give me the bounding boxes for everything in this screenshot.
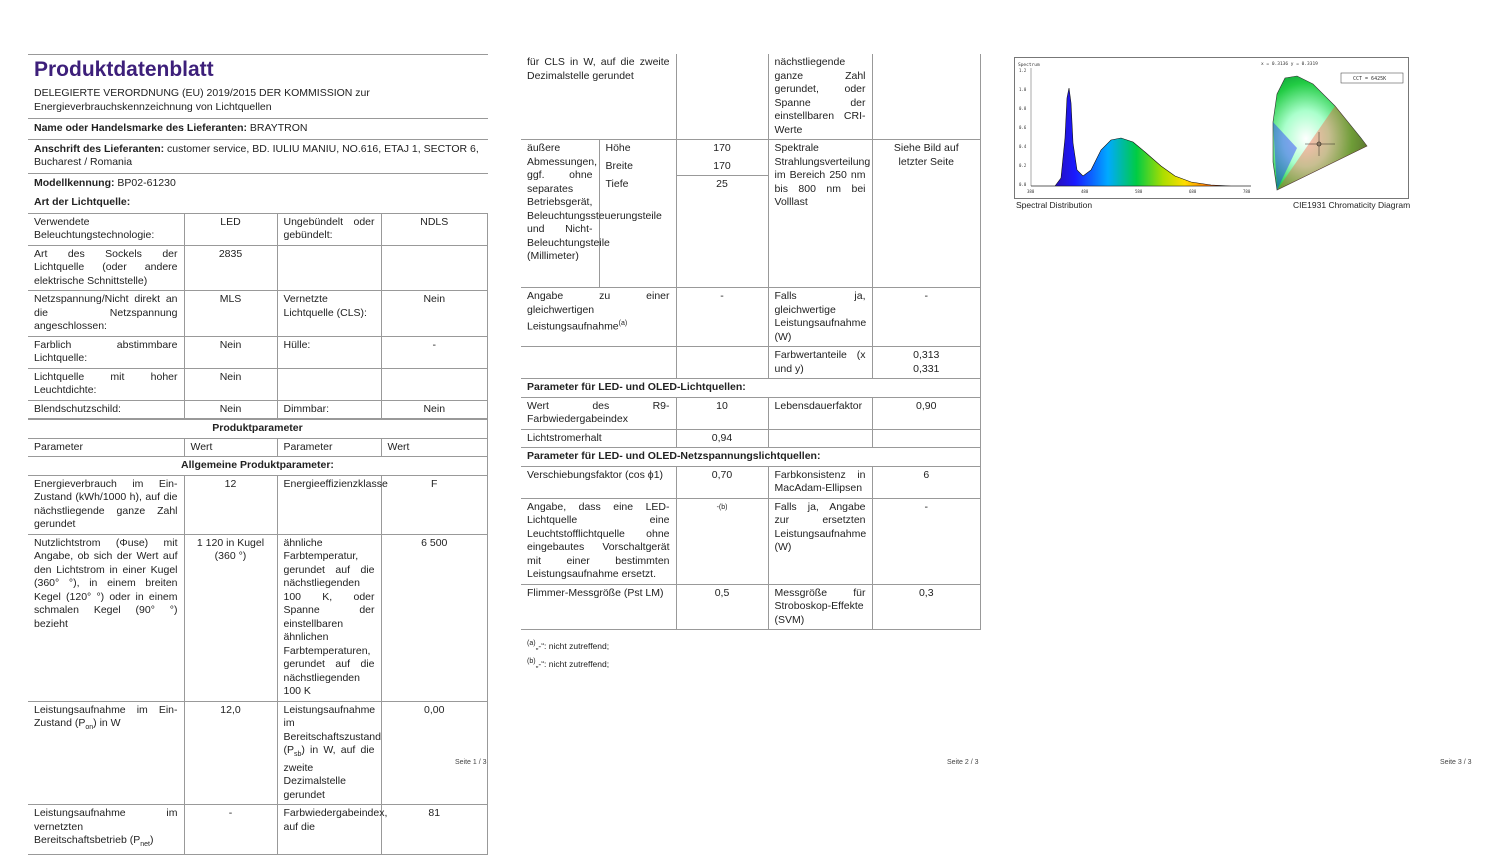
parameter-value: 0,5	[676, 584, 768, 630]
table-row	[28, 400, 488, 419]
parameter-value: 12,0	[184, 701, 277, 805]
y-tick-label: 1.0	[1019, 87, 1027, 92]
parameter-value: -	[872, 288, 980, 347]
section-mains-parameters: Parameter für LED- und OLED-Netzspannungslichtquellen:	[521, 448, 981, 467]
table-row	[28, 368, 488, 400]
parameter-value: Nein	[381, 400, 488, 419]
header-parameter: Parameter	[28, 438, 184, 457]
parameter-value: 1 120 in Kugel (360 °)	[184, 534, 277, 701]
parameter-value: 6 500	[381, 534, 488, 701]
parameter-label: Energieeffizienzklasse	[277, 475, 381, 534]
product-parameters-table	[28, 419, 488, 855]
page-number-2: Seite 2 / 3	[947, 759, 979, 766]
table-row	[28, 534, 488, 701]
parameter-value: -	[872, 498, 980, 584]
parameter-value	[381, 245, 488, 291]
footnote-a: $^{(a)}$„-“: nicht zutreffend;	[527, 640, 610, 651]
parameter-label	[277, 245, 381, 291]
parameter-label	[277, 368, 381, 400]
address-row: Anschrift des Lieferanten: customer service, BD. IULIU MANIU, NO.616, ETAJ 1, SECTOR 6, Bucharest / Romania	[28, 139, 488, 173]
parameter-label: Falls ja, gleichwertige Leistungsaufnahme (W)	[768, 288, 872, 347]
header-parameter: Parameter	[277, 438, 381, 457]
section-general-parameters: Allgemeine Produktparameter:	[28, 457, 488, 476]
page-title: Produktdatenblatt	[28, 54, 488, 87]
section-led-parameters: Parameter für LED- und OLED-Lichtquellen:	[521, 379, 981, 398]
table-row	[28, 245, 488, 291]
page-1	[28, 54, 488, 855]
color-x: 0,313	[913, 349, 940, 361]
table-row	[28, 475, 488, 534]
parameter-value: 12	[184, 475, 277, 534]
parameter-value: NDLS	[381, 213, 488, 245]
spectrum-figure	[1014, 57, 1409, 199]
parameter-value: Nein	[184, 400, 277, 419]
dimension-value: 25	[676, 176, 768, 288]
table-row	[28, 701, 488, 805]
parameter-value	[872, 347, 980, 379]
parameter-label: Farbwiedergabeindex, auf die	[277, 805, 381, 855]
table-row	[28, 213, 488, 245]
table-row	[28, 291, 488, 337]
parameter-label: Leistungsaufnahme im Ein-Zustand $(P_{on})$ in W	[28, 701, 184, 805]
parameter-label: Lichtquelle mit hoher Leuchtdichte:	[28, 368, 184, 400]
parameter-value: -	[381, 336, 488, 368]
parameter-label: Flimmer-Messgröße (Pst LM)	[521, 584, 676, 630]
parameter-value: LED	[184, 213, 277, 245]
parameter-label: Lebensdauerfaktor	[768, 397, 872, 429]
parameter-label: Verwendete Beleuchtungstechnologie:	[28, 213, 184, 245]
y-tick-label: 0.0	[1019, 182, 1027, 187]
address-value: customer service, BD. IULIU MANIU, NO.616, ETAJ 1, SECTOR 6, Bucharest / Romania	[34, 142, 479, 168]
parameter-value: -	[184, 805, 277, 855]
light-source-table	[28, 213, 488, 420]
parameter-label: Farblich abstimmbare Lichtquelle:	[28, 336, 184, 368]
parameter-value: Nein	[184, 368, 277, 400]
model-row: Modellkennung: BP02-61230	[28, 173, 488, 194]
header-value: Wert	[184, 438, 277, 457]
spectrum-caption: Spectral Distribution	[1016, 200, 1093, 210]
dimension-value: 170	[676, 158, 768, 176]
supplier-row: Name oder Handelsmarke des Lieferanten: BRAYTRON	[28, 118, 488, 139]
parameter-label: Hülle:	[277, 336, 381, 368]
page-number-1: Seite 1 / 3	[455, 759, 487, 766]
parameter-value: Nein	[184, 336, 277, 368]
parameter-label: Leistungsaufnahme im Bereitschaftszustand $(P_{sb})$ in W, auf die zweite Dezimalstelle gerundet	[277, 701, 381, 805]
model-value: BP02-61230	[117, 176, 176, 189]
parameter-value: -(b)	[676, 498, 768, 584]
y-tick-label: 0.6	[1019, 125, 1027, 130]
table-row	[28, 805, 488, 855]
footnote-b: $^{(b)}$„-“: nicht zutreffend;	[527, 657, 610, 669]
parameter-label: Leistungsaufnahme im vernetzten Bereitschaftsbetrieb $(P_{net})$	[28, 805, 184, 855]
parameter-label: Spektrale Strahlungsverteilung im Bereich 250 nm bis 800 nm bei Volllast	[768, 140, 872, 288]
parameter-label: Farbkonsistenz in MacAdam-Ellipsen	[768, 466, 872, 498]
parameter-value: 0,94	[676, 429, 768, 448]
parameter-label: Verschiebungsfaktor (cos ϕ1)	[521, 466, 676, 498]
x-tick-label: 780	[1243, 189, 1251, 194]
y-tick-label: 0.8	[1019, 106, 1027, 111]
cie-caption: CIE1931 Chromaticity Diagram	[1293, 200, 1411, 210]
parameter-label: Nutzlichtstrom (Φuse) mit Angabe, ob sich der Wert auf den Lichtstrom in einer Kugel (360° °), in einem breiten Kegel (120° °) oder in einem schmalen Kegel (90° °) bezieht	[28, 534, 184, 701]
spectral-distribution-chart	[1015, 58, 1408, 198]
section-product-parameters: Produktparameter	[28, 420, 488, 439]
supplier-value: BRAYTRON	[249, 122, 308, 134]
dimension-name: Breite	[599, 158, 676, 176]
dimension-name: Tiefe	[599, 176, 676, 288]
header-value: Wert	[381, 438, 488, 457]
dimensions-label: äußere Abmessungen, ggf. ohne separates Betriebsgerät, Beleuchtungssteuerungsteile und Nicht-Beleuchtungsteile (Millimeter)	[521, 140, 599, 288]
parameter-value: 6	[872, 466, 980, 498]
light-source-type: Art der Lichtquelle:	[34, 196, 131, 208]
page-number-3: Seite 3 / 3	[1440, 759, 1472, 766]
parameter-label: Messgröße für Stroboskop-Effekte (SVM)	[768, 584, 872, 630]
dimension-value: 170	[676, 140, 768, 158]
parameter-label: Netzspannung/Nicht direkt an die Netzspannung angeschlossen:	[28, 291, 184, 337]
parameter-label: Art des Sockels der Lichtquelle (oder andere elektrische Schnittstelle)	[28, 245, 184, 291]
parameter-label: Energieverbrauch im Ein-Zustand (kWh/1000 h), auf die nächstliegende ganze Zahl gerundet	[28, 475, 184, 534]
parameter-value: -	[676, 288, 768, 347]
parameter-label: nächstliegende ganze Zahl gerundet, oder Spanne der einstellbaren CRI-Werte	[768, 54, 872, 140]
x-tick-label: 380	[1027, 189, 1035, 194]
parameters-table-continued	[521, 54, 981, 630]
parameter-label: Falls ja, Angabe zur ersetzten Leistungsaufnahme (W)	[768, 498, 872, 584]
parameter-value: 0,70	[676, 466, 768, 498]
parameter-value: Siehe Bild auf letzter Seite	[872, 140, 980, 288]
parameter-label: Vernetzte Lichtquelle (CLS):	[277, 291, 381, 337]
parameter-label: Farbwertanteile (x und y)	[768, 347, 872, 379]
y-tick-label: 0.4	[1019, 144, 1027, 149]
parameter-label: Wert des R9-Farbwiedergabeindex	[521, 397, 676, 429]
parameter-value: Nein	[381, 291, 488, 337]
parameter-label: Ungebündelt oder gebündelt:	[277, 213, 381, 245]
page-2	[521, 54, 981, 672]
regulation-subtitle: DELEGIERTE VERORDNUNG (EU) 2019/2015 DER KOMMISSION zur Energieverbrauchskennzeichnung von Lichtquellen	[34, 87, 370, 113]
x-tick-label: 680	[1189, 189, 1197, 194]
parameter-value: 0,3	[872, 584, 980, 630]
parameter-value: 0,00	[381, 701, 488, 805]
parameter-label: Blendschutzschild:	[28, 400, 184, 419]
parameter-value: 81	[381, 805, 488, 855]
parameter-label: Angabe zu einer gleichwertigen Leistungsaufnahme$^{(a)}$	[521, 288, 676, 347]
cct-readout: CCT = 6425K	[1353, 76, 1387, 82]
cie-readout-xy: x = 0.3136 y = 0.3319	[1261, 62, 1318, 67]
parameter-value	[381, 368, 488, 400]
parameter-value: MLS	[184, 291, 277, 337]
color-y: 0,331	[913, 362, 940, 375]
parameter-value: 0,90	[872, 397, 980, 429]
parameter-value: 2835	[184, 245, 277, 291]
parameter-label: Angabe, dass eine LED-Lichtquelle eine Leuchtstofflichtquelle ohne eingebautes Vorschaltgerät mit einer bestimmten Leistungsaufnahme ersetzt.	[521, 498, 676, 584]
parameter-label: ähnliche Farbtemperatur, gerundet auf die nächstliegenden 100 K, oder Spanne der einstellbaren ähnlichen Farbtemperaturen, gerundet auf die nächstliegenden 100 K	[277, 534, 381, 701]
x-tick-label: 580	[1135, 189, 1143, 194]
parameter-label: Dimmbar:	[277, 400, 381, 419]
parameter-label: für CLS in W, auf die zweite Dezimalstelle gerundet	[521, 54, 676, 140]
x-tick-label: 480	[1081, 189, 1089, 194]
parameter-value: 10	[676, 397, 768, 429]
table-row	[28, 336, 488, 368]
parameter-value: F	[381, 475, 488, 534]
y-tick-label: 1.2	[1019, 68, 1027, 73]
y-tick-label: 0.2	[1019, 163, 1027, 168]
spectrum-ylabel: Spectrum	[1018, 63, 1040, 68]
dimension-name: Höhe	[599, 140, 676, 158]
parameter-label: Lichtstromerhalt	[521, 429, 676, 448]
